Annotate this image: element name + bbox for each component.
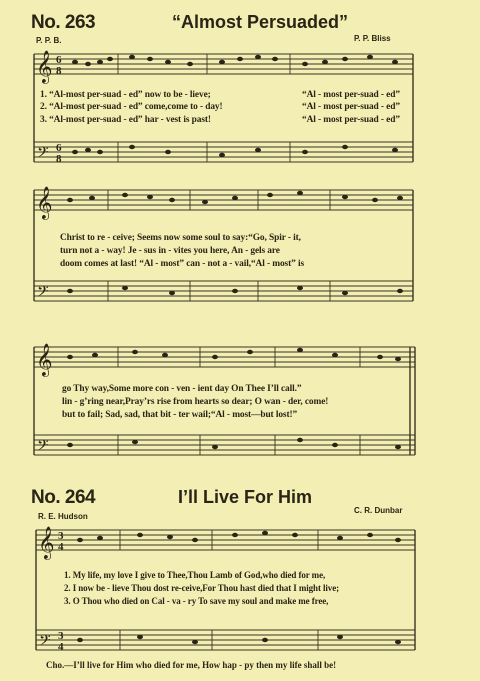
svg-text:𝄢: 𝄢 xyxy=(37,144,49,165)
verse-line: go Thy way,Some more con - ven - ient day On Thee I’ll call.” xyxy=(62,384,302,394)
verse-line: “Al - most per-suad - ed” xyxy=(302,115,400,125)
hymn-title: “Almost Persuaded” xyxy=(172,12,349,32)
svg-text:𝄢: 𝄢 xyxy=(39,632,51,653)
verse-line: 3. “Al-most per-suad - ed” har - vest is past! xyxy=(40,115,211,125)
verse-line: “Al - most per-suad - ed” xyxy=(302,102,400,112)
svg-text:8: 8 xyxy=(56,65,62,77)
verse-line: 1. “Al-most per-suad - ed” now to be - lieve; xyxy=(40,90,211,100)
lyricist-credit: C. R. Dunbar xyxy=(354,506,403,515)
chorus-line: Cho.—I’ll live for Him who died for me, How hap - py then my life shall be! xyxy=(46,660,337,670)
verse-line: turn not a - way! Je - sus in - vites you here, An - gels are xyxy=(60,246,280,256)
svg-text:6: 6 xyxy=(56,54,62,66)
verse-line: 2. I now be - lieve Thou dost re-ceive,For Thou hast died that I might live; xyxy=(64,583,339,593)
svg-text:𝄞: 𝄞 xyxy=(36,50,53,83)
staff-lines xyxy=(34,54,415,650)
clefs xyxy=(36,50,55,653)
svg-text:4: 4 xyxy=(58,641,64,653)
svg-text:𝄢: 𝄢 xyxy=(37,437,49,458)
verse-line: 1. My life, my love I give to Thee,Thou Lamb of God,who died for me, xyxy=(64,570,326,580)
verse-line: but to fail; Sad, sad, that bit - ter wail;“Al - most—but lost!” xyxy=(62,410,298,420)
verse-line: lin - g’ring near,Pray’rs rise from hearts so dear; O wan - der, come! xyxy=(62,397,329,407)
verse-line: 2. “Al-most per-suad - ed” come,come to - day! xyxy=(40,102,223,112)
svg-text:6: 6 xyxy=(56,142,62,154)
svg-text:𝄞: 𝄞 xyxy=(38,526,55,559)
lyricist-credit: P. P. B. xyxy=(36,36,62,45)
svg-text:3: 3 xyxy=(58,530,64,542)
svg-text:3: 3 xyxy=(58,630,64,642)
svg-text:8: 8 xyxy=(56,153,62,165)
time-signatures xyxy=(56,54,64,653)
hymn-title: I’ll Live For Him xyxy=(178,487,313,507)
composer-credit: P. P. Bliss xyxy=(354,34,391,43)
svg-text:𝄞: 𝄞 xyxy=(36,343,53,376)
svg-text:𝄞: 𝄞 xyxy=(36,186,53,219)
svg-text:𝄢: 𝄢 xyxy=(37,283,49,304)
hymn-number: No. 264 xyxy=(31,487,96,508)
svg-text:4: 4 xyxy=(58,541,64,553)
verse-line: Christ to re - ceive; Seems now some soul to say:“Go, Spir - it, xyxy=(60,233,301,243)
verse-line: “Al - most per-suad - ed” xyxy=(302,90,400,100)
verse-line: 3. O Thou who died on Cal - va - ry To save my soul and make me free, xyxy=(64,596,329,606)
composer-credit: R. E. Hudson xyxy=(38,512,88,521)
hymn-number: No. 263 xyxy=(31,12,96,33)
note-heads xyxy=(67,55,403,644)
verse-line: doom comes at last! “Al - most” can - not a - vail,“Al - most” is xyxy=(60,259,304,269)
